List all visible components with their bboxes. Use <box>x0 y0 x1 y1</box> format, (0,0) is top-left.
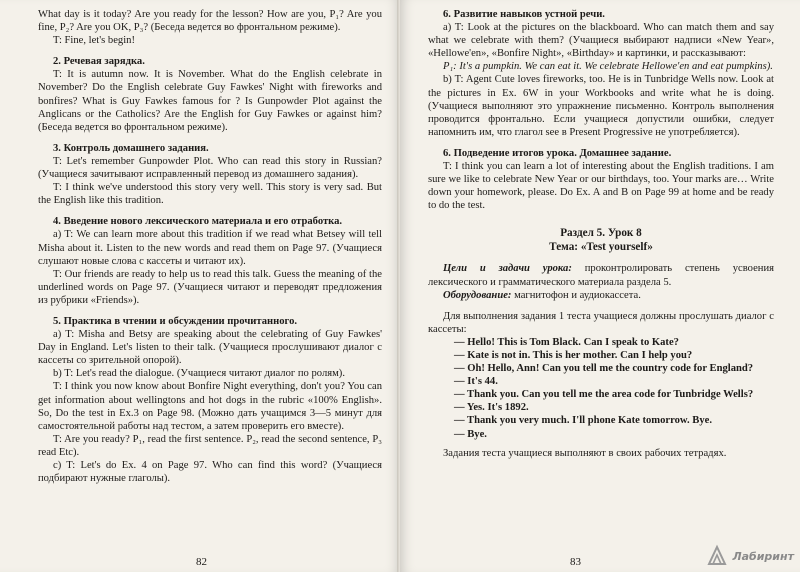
section-5-paragraph-3: T: I think you now know about Bonfire Night everything, don't you? You can get information about wellingtons and hot dogs in the rubric «100% English». So, Do the test in Ex.3 on Page 98. (Можно дать учащимся 3—5 минут для самостоятельной работы над тестом, а затем проверить его вместе). <box>38 381 382 432</box>
dialogue-line: — Kate is not in. This is her mother. Can I help you? <box>454 349 693 361</box>
section-6-paragraph-2: b) T: Agent Cute loves fireworks, too. He is in Tunbridge Wells now. Look at the pictures in Ex. 6W in your Workbooks and write what he is doing. (Учащиеся выполняют это упражнение письменно. Контроль выполнения проводится фронтально. Если учащиеся допустили ошибки, следует напомнить им, что глагол see в Present Progressive не употребляется). <box>428 74 774 138</box>
goals-text: проконтролировать степень усвоения лексического и грамматического материала раздела 5. <box>428 263 774 288</box>
dialogue-line: — Bye. <box>454 428 487 440</box>
labirint-watermark <box>705 544 794 568</box>
closing-paragraph: Задания теста учащиеся выполняют в своих рабочих тетрадях. <box>443 447 727 459</box>
equipment-label: Оборудование: <box>443 289 512 301</box>
dialogue-line: — Thank you. Can you tell me the area code for Tunbridge Wells? <box>454 389 754 401</box>
goals-label: Цели и задачи урока: <box>443 263 572 275</box>
section-6-example: P₁: It's a pumpkin. We can eat it. We celebrate Hellowe'en and eat pumpkins). <box>443 61 773 73</box>
page-number-left: 82 <box>196 556 207 568</box>
dialogue-line: — Thank you very much. I'll phone Kate tomorrow. Bye. <box>454 415 712 427</box>
labirint-logo-icon <box>705 544 729 568</box>
equipment-text: магнитофон и аудиокассета. <box>511 289 641 301</box>
section-5-paragraph-4: T: Are you ready? P₁, read the first sentence. P₂, read the second sentence, P₃ read Etc). <box>38 433 382 458</box>
section-4-paragraph-1: a) T: We can learn more about this tradition if we read what Betsey will tell Misha about it. Listen to the new words and read them on Page 97. (Учащиеся слушают новые слова с кассеты и читают их). <box>38 229 382 267</box>
dialogue-line: — Oh! Hello, Ann! Can you tell me the country code for England? <box>454 363 754 375</box>
section-4-heading: 4. Введение нового лексического материала и его отработка. <box>53 216 343 228</box>
summary-paragraph: T: I think you can learn a lot of interesting about the English traditions. I am sure we like to celebrate New Year or our birthdays, too. Your marks are… Write down your homework, please. Do Ex. A and B on Page 99 at home and be ready to do the test. <box>428 161 774 212</box>
section-3-paragraph-2: T: I think we've understood this story very well. This story is very sad. But the English like this tradition. <box>38 182 382 207</box>
goals-paragraph <box>428 262 774 288</box>
section-5-heading: 5. Практика в чтении и обсуждении прочитанного. <box>53 315 298 327</box>
section-5-paragraph-5: c) T: Let's do Ex. 4 on Page 97. Who can find this word? (Учащиеся подбирают нужные глаголы). <box>38 460 382 485</box>
section-6-paragraph-1: a) T: Look at the pictures on the blackboard. Who can match them and say what we celebrate with them? (Учащиеся выбирают надписи «New Year», «Hellowe'en», «Bonfire Night», «Birthday» и картинки, и рассказывают: <box>428 22 774 60</box>
section-4-paragraph-2: T: Our friends are ready to help us to read this talk. Guess the meaning of the underlined words on Page 97. (Учащиеся читают и переводят предложения из рубрики «Friends»). <box>38 268 382 306</box>
lesson-theme: Тема: «Test yourself» <box>549 241 653 254</box>
section-2-text: T: It is autumn now. It is November. What do the English celebrate in November? Do the English celebrate Guy Fawkes' Night with fireworks and bonfires? What is Guy Fawkes famous for ? Is Gunpowder Plot against the Anglicans or the Catholics? Are the English for Guy Fawkes or against him? (Беседа ведется во фронтальном режиме). <box>38 69 382 133</box>
dialogue-line: — Yes. It's 1892. <box>454 402 529 414</box>
section-5-paragraph-1: a) T: Misha and Betsy are speaking about the celebrating of Guy Fawkes' Day in England. Let's listen to their talk. (Учащиеся прослушивают диалог с кассеты со зрительной опорой). <box>38 329 382 367</box>
dialogue-line: — It's 44. <box>454 376 498 388</box>
section-5-paragraph-2: b) T: Let's read the dialogue. (Учащиеся читают диалог по ролям). <box>53 368 345 380</box>
watermark-text: Лабиринт <box>732 549 794 563</box>
lesson-header: Раздел 5. Урок 8 <box>560 227 642 240</box>
page-right <box>400 0 800 572</box>
section-3-paragraph-1: T: Let's remember Gunpowder Plot. Who can read this story in Russian? (Учащиеся зачитывают исправленный перевод из домашнего задания). <box>38 155 382 181</box>
test-intro: Для выполнения задания 1 теста учащиеся должны прослушать диалог с кассеты: <box>428 310 774 335</box>
intro-paragraph: What day is it today? Are you ready for the lesson? How are you, P₁? Are you fine, P₂? Are you OK, P₃? (Беседа ведется во фронтальном режиме). <box>38 9 382 34</box>
intro-reply: T: Fine, let's begin! <box>53 35 135 47</box>
summary-heading: 6. Подведение итогов урока. Домашнее задание. <box>443 147 672 159</box>
equipment-paragraph <box>428 289 774 302</box>
page-number-right: 83 <box>570 556 581 568</box>
section-2-heading: 2. Речевая зарядка. <box>53 56 145 68</box>
section-6-heading: 6. Развитие навыков устной речи. <box>443 9 605 20</box>
dialogue-line: — Hello! This is Tom Black. Can I speak to Kate? <box>454 336 679 348</box>
section-3-heading: 3. Контроль домашнего задания. <box>53 142 209 154</box>
